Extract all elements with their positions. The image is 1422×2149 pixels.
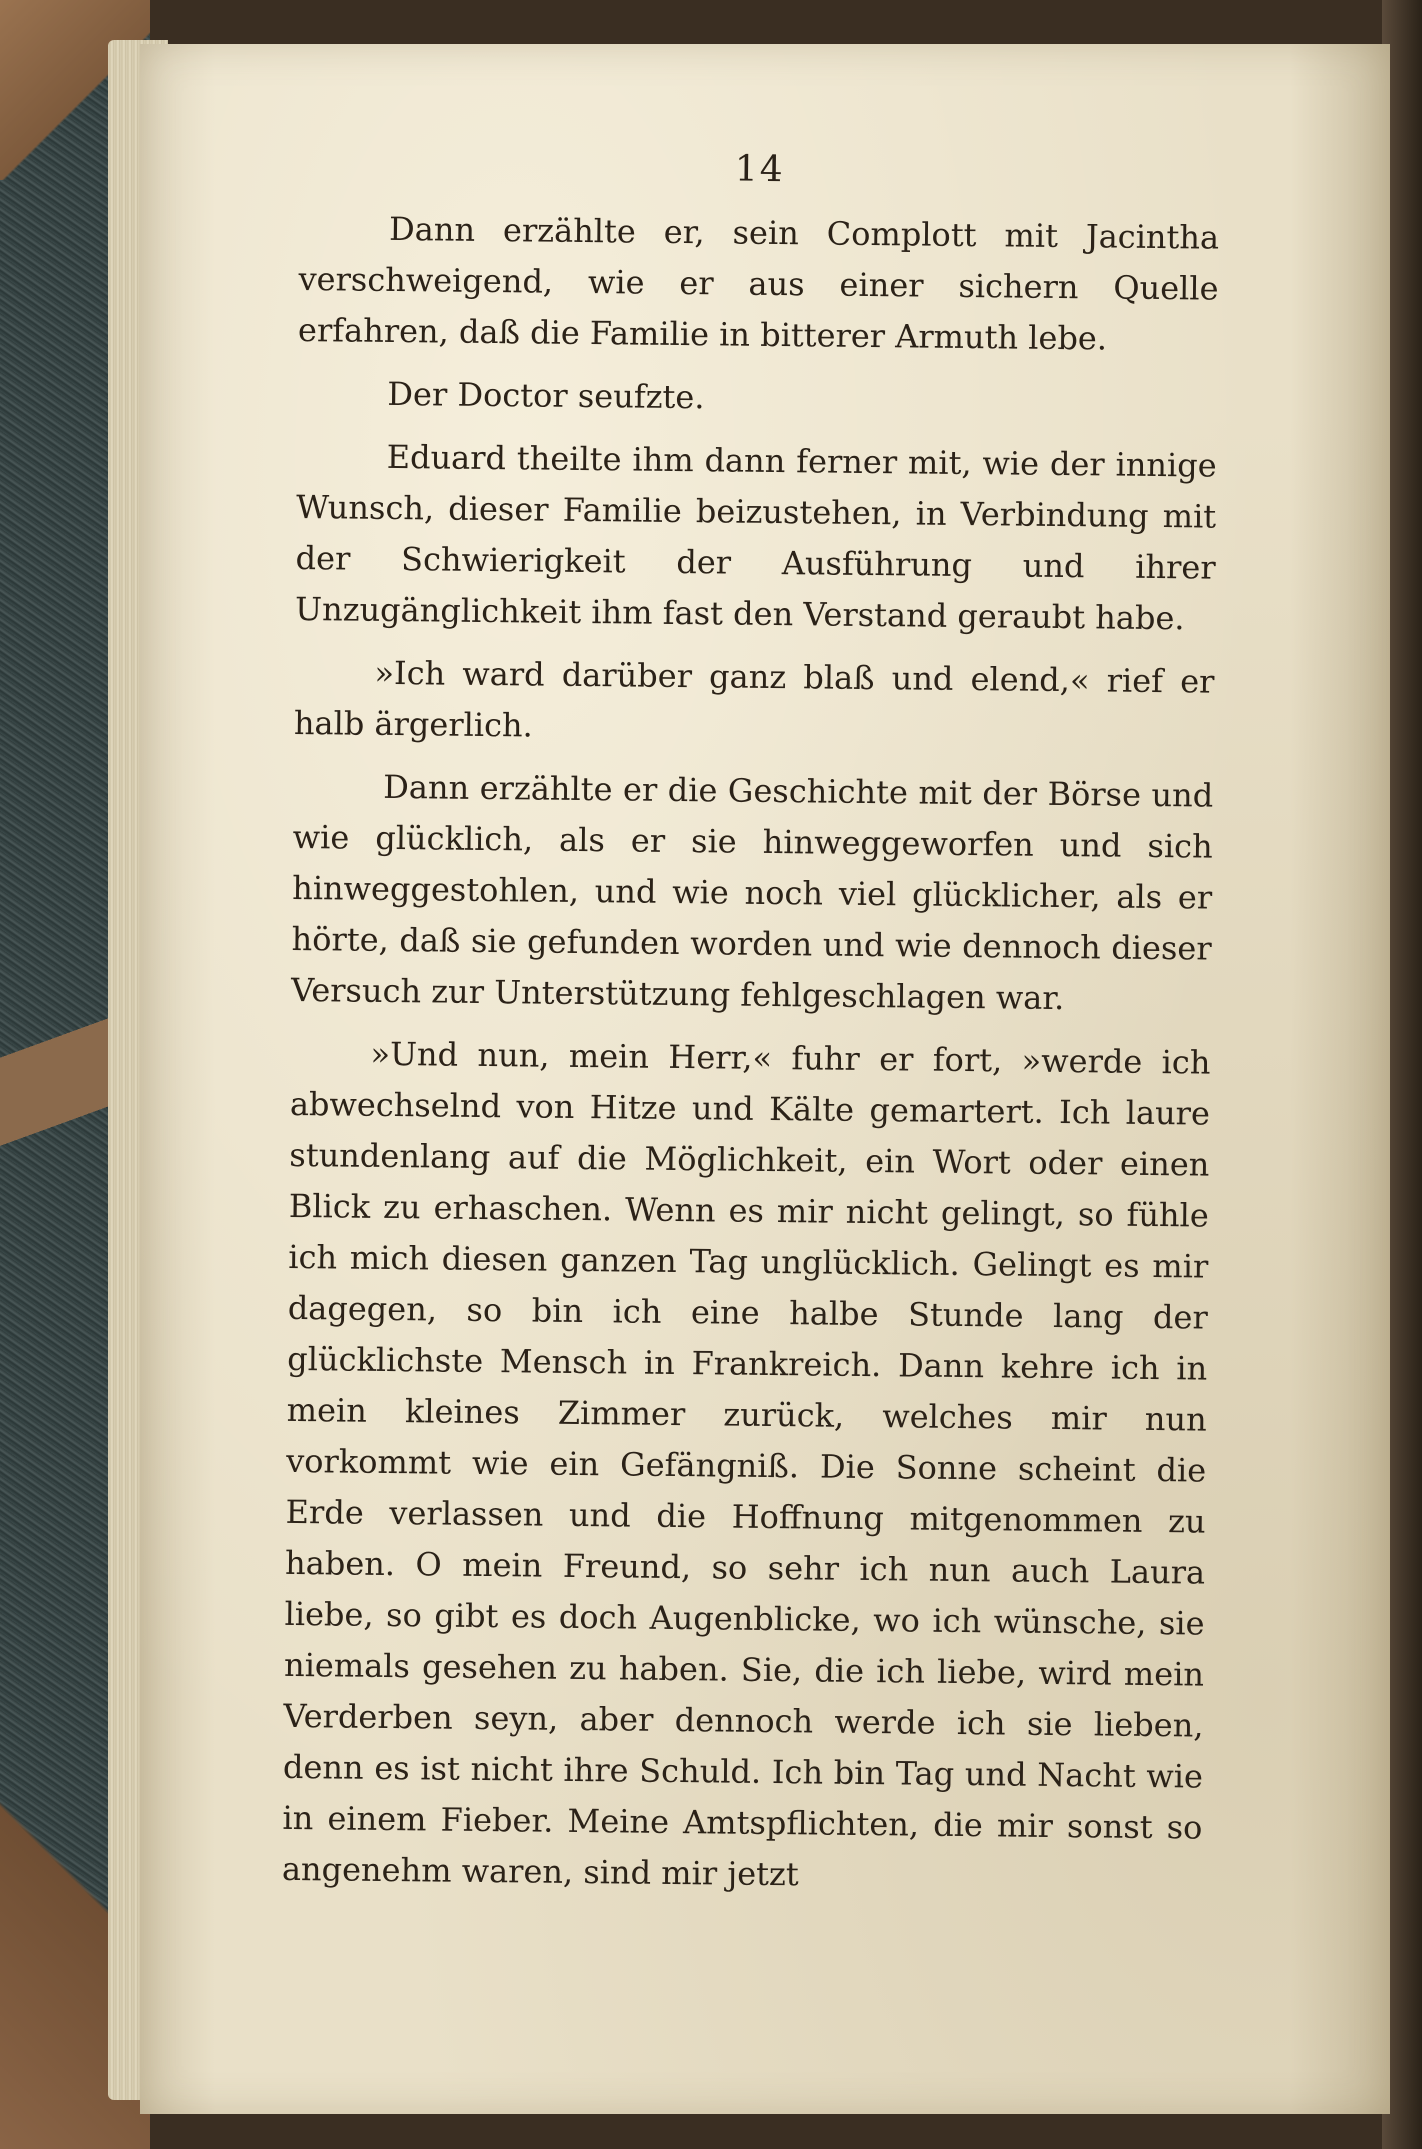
paragraph-5: Dann erzählte er die Geschichte mit der Börse und wie glücklich, als er sie hinweggeworfen und sich hinweggestohlen, und wie noch viel glücklicher, als er hörte, daß sie gefunden worden und wie dennoch dieser Versuch zur Unterstützung fehlgeschlagen war. [290,767,1214,1018]
paragraph-2: Der Doctor seufzte. [387,374,705,417]
page-number: 14 [734,148,785,191]
book-page [140,44,1390,2114]
page-text-block [282,144,1220,1917]
paragraph-3: Eduard theilte ihm dann ferner mit, wie der innige Wunsch, dieser Familie beizustehen, in Verbindung mit der Schwierigkeit der Ausführung und ihrer Unzugänglichkeit ihm fast den Verstand geraubt habe. [294,437,1217,638]
paragraph-4: »Ich ward darüber ganz blaß und elend,« rief er halb ärgerlich. [293,653,1215,745]
paragraph-1: Dann erzählte er, sein Complott mit Jacintha verschweigend, wie er aus einer sichern Quelle erfahren, daß die Familie in bitterer Armuth lebe. [297,209,1220,358]
paragraph-6: »Und nun, mein Herr,« fuhr er fort, »werde ich abwechselnd von Hitze und Kälte gemartert. Ich laure stundenlang auf die Möglichkeit, ein Wort oder einen Blick zu erhaschen. Wenn es mir nicht gelingt, so fühle ich mich diesen ganzen Tag unglücklich. Gelingt es mir dagegen, so bin ich eine halbe Stunde lang der glücklichste Mensch in Frankreich. Dann kehre ich in mein kleines Zimmer zurück, welches mir nun vorkommt wie ein Gefängniß. Die Sonne scheint die Erde verlassen und die Hoffnung mitgenommen zu haben. O mein Freund, so sehr ich nun auch Laura liebe, so gibt es doch Augenblicke, wo ich wünsche, sie niemals gesehen zu haben. Sie, die ich liebe, wird mein Verderben seyn, aber dennoch werde ich sie lieben, denn es ist nicht ihre Schuld. Ich bin Tag und Nacht wie in einem Fieber. Meine Amtspflichten, die mir sonst so angenehm waren, sind mir jetzt [281,1034,1211,1894]
